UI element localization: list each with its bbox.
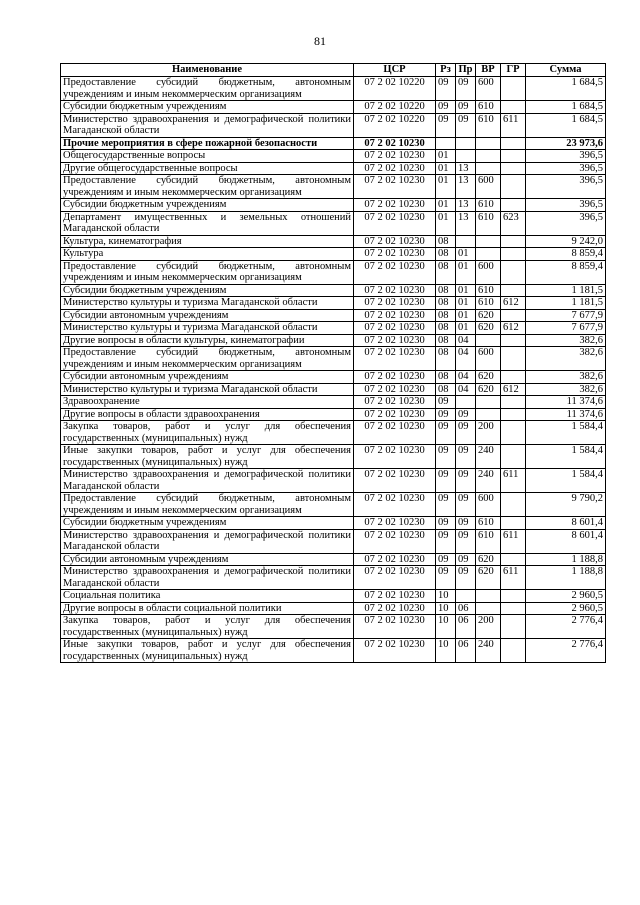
page-number: 81	[314, 34, 326, 48]
row-gr	[501, 421, 526, 445]
row-gr	[501, 175, 526, 199]
row-pr	[456, 150, 476, 163]
row-gr	[501, 248, 526, 261]
row-rz: 09	[436, 101, 456, 114]
row-name: Предоставление субсидий бюджетным, автономным учреждениям и иным некоммерческим организациям	[61, 260, 354, 284]
row-sum: 1 584,4	[526, 445, 606, 469]
row-rz: 09	[436, 113, 456, 137]
table-row	[61, 493, 606, 517]
row-sum: 7 677,9	[526, 309, 606, 322]
row-vr: 240	[476, 445, 501, 469]
table-row	[61, 150, 606, 163]
row-sum: 1 181,5	[526, 297, 606, 310]
row-vr: 610	[476, 211, 501, 235]
row-rz: 09	[436, 77, 456, 101]
row-csr: 07 2 02 10230	[354, 284, 436, 297]
row-gr: 612	[501, 383, 526, 396]
row-vr: 600	[476, 77, 501, 101]
row-rz: 08	[436, 383, 456, 396]
row-sum: 23 973,6	[526, 137, 606, 150]
row-name: Иные закупки товаров, работ и услуг для обеспечения государственных (муниципальных) нужд	[61, 445, 354, 469]
row-vr	[476, 602, 501, 615]
row-pr: 09	[456, 113, 476, 137]
table-row	[61, 421, 606, 445]
row-gr	[501, 101, 526, 114]
row-gr	[501, 150, 526, 163]
row-csr: 07 2 02 10230	[354, 396, 436, 409]
row-sum: 1 181,5	[526, 284, 606, 297]
row-name: Субсидии автономным учреждениям	[61, 553, 354, 566]
row-sum: 1 684,5	[526, 77, 606, 101]
row-rz: 08	[436, 334, 456, 347]
row-sum: 1 188,8	[526, 566, 606, 590]
row-rz: 09	[436, 553, 456, 566]
row-gr	[501, 137, 526, 150]
row-csr: 07 2 02 10230	[354, 248, 436, 261]
row-rz: 09	[436, 445, 456, 469]
row-csr: 07 2 02 10230	[354, 383, 436, 396]
row-pr	[456, 590, 476, 603]
row-rz: 09	[436, 493, 456, 517]
row-csr: 07 2 02 10230	[354, 334, 436, 347]
row-csr: 07 2 02 10230	[354, 162, 436, 175]
table-row	[61, 639, 606, 663]
table-row	[61, 235, 606, 248]
row-csr: 07 2 02 10230	[354, 347, 436, 371]
row-sum: 11 374,6	[526, 396, 606, 409]
row-pr: 04	[456, 371, 476, 384]
row-name: Предоставление субсидий бюджетным, автономным учреждениям и иным некоммерческим организациям	[61, 175, 354, 199]
row-sum: 2 776,4	[526, 639, 606, 663]
row-name: Прочие мероприятия в сфере пожарной безопасности	[61, 137, 354, 150]
row-rz: 01	[436, 199, 456, 212]
row-vr	[476, 334, 501, 347]
row-pr: 13	[456, 211, 476, 235]
row-name: Министерство культуры и туризма Магаданской области	[61, 383, 354, 396]
row-vr	[476, 248, 501, 261]
row-csr: 07 2 02 10230	[354, 211, 436, 235]
row-rz: 09	[436, 469, 456, 493]
row-name: Министерство культуры и туризма Магаданской области	[61, 297, 354, 310]
row-vr: 620	[476, 566, 501, 590]
table-row	[61, 101, 606, 114]
table-row	[61, 137, 606, 150]
row-csr: 07 2 02 10230	[354, 553, 436, 566]
row-name: Субсидии бюджетным учреждениям	[61, 199, 354, 212]
row-sum: 9 790,2	[526, 493, 606, 517]
table-row	[61, 175, 606, 199]
row-gr	[501, 334, 526, 347]
row-name: Субсидии бюджетным учреждениям	[61, 284, 354, 297]
row-rz: 01	[436, 175, 456, 199]
row-csr: 07 2 02 10230	[354, 408, 436, 421]
row-name: Другие общегосударственные вопросы	[61, 162, 354, 175]
row-gr	[501, 347, 526, 371]
row-rz: 01	[436, 150, 456, 163]
row-vr: 610	[476, 297, 501, 310]
row-rz: 09	[436, 396, 456, 409]
row-gr: 611	[501, 469, 526, 493]
table-row	[61, 199, 606, 212]
row-pr: 01	[456, 297, 476, 310]
row-pr	[456, 396, 476, 409]
row-name: Субсидии бюджетным учреждениям	[61, 517, 354, 530]
row-pr: 13	[456, 175, 476, 199]
row-pr: 04	[456, 334, 476, 347]
table-row	[61, 322, 606, 335]
row-gr	[501, 235, 526, 248]
row-vr: 610	[476, 284, 501, 297]
row-name: Министерство здравоохранения и демографической политики Магаданской области	[61, 566, 354, 590]
table-row	[61, 284, 606, 297]
row-name: Субсидии бюджетным учреждениям	[61, 101, 354, 114]
row-name: Департамент имущественных и земельных отношений Магаданской области	[61, 211, 354, 235]
budget-table	[60, 63, 606, 663]
row-rz: 08	[436, 248, 456, 261]
header-name: Наименование	[61, 64, 354, 77]
table-row	[61, 211, 606, 235]
row-pr: 06	[456, 639, 476, 663]
row-csr: 07 2 02 10230	[354, 469, 436, 493]
table-row	[61, 347, 606, 371]
row-gr	[501, 309, 526, 322]
header-vr: ВР	[476, 64, 501, 77]
row-gr: 623	[501, 211, 526, 235]
row-csr: 07 2 02 10230	[354, 566, 436, 590]
row-csr: 07 2 02 10230	[354, 615, 436, 639]
row-name: Субсидии автономным учреждениям	[61, 371, 354, 384]
row-csr: 07 2 02 10230	[354, 175, 436, 199]
row-name: Другие вопросы в области социальной политики	[61, 602, 354, 615]
header-gr: ГР	[501, 64, 526, 77]
row-gr: 612	[501, 297, 526, 310]
row-vr: 240	[476, 469, 501, 493]
row-gr	[501, 408, 526, 421]
row-csr: 07 2 02 10230	[354, 529, 436, 553]
header-csr: ЦСР	[354, 64, 436, 77]
row-gr	[501, 371, 526, 384]
row-gr	[501, 517, 526, 530]
row-sum: 396,5	[526, 199, 606, 212]
table-row	[61, 77, 606, 101]
row-vr: 610	[476, 529, 501, 553]
table-row	[61, 590, 606, 603]
row-pr: 09	[456, 553, 476, 566]
row-vr: 610	[476, 101, 501, 114]
row-sum: 1 188,8	[526, 553, 606, 566]
row-vr: 600	[476, 493, 501, 517]
row-vr	[476, 590, 501, 603]
row-vr: 600	[476, 260, 501, 284]
row-name: Министерство здравоохранения и демографической политики Магаданской области	[61, 113, 354, 137]
table-row	[61, 566, 606, 590]
row-sum: 7 677,9	[526, 322, 606, 335]
table-row	[61, 371, 606, 384]
row-pr: 09	[456, 421, 476, 445]
row-sum: 1 684,5	[526, 113, 606, 137]
row-vr: 610	[476, 199, 501, 212]
row-sum: 8 601,4	[526, 529, 606, 553]
row-pr: 04	[456, 383, 476, 396]
row-gr	[501, 199, 526, 212]
row-sum: 396,5	[526, 211, 606, 235]
row-gr	[501, 590, 526, 603]
row-pr: 09	[456, 408, 476, 421]
row-name: Другие вопросы в области культуры, кинематографии	[61, 334, 354, 347]
row-pr: 04	[456, 347, 476, 371]
row-csr: 07 2 02 10230	[354, 322, 436, 335]
row-vr: 620	[476, 371, 501, 384]
row-vr: 200	[476, 615, 501, 639]
row-sum: 382,6	[526, 334, 606, 347]
row-csr: 07 2 02 10220	[354, 113, 436, 137]
row-gr: 611	[501, 529, 526, 553]
table-row	[61, 469, 606, 493]
row-vr: 620	[476, 309, 501, 322]
row-vr: 610	[476, 517, 501, 530]
row-vr	[476, 137, 501, 150]
row-vr: 620	[476, 553, 501, 566]
row-sum: 382,6	[526, 371, 606, 384]
row-pr: 09	[456, 566, 476, 590]
table-body	[61, 77, 606, 663]
row-name: Здравоохранение	[61, 396, 354, 409]
table-row	[61, 553, 606, 566]
header-rz: Рз	[436, 64, 456, 77]
row-pr	[456, 235, 476, 248]
row-sum: 396,5	[526, 162, 606, 175]
row-vr: 600	[476, 347, 501, 371]
row-sum: 8 859,4	[526, 260, 606, 284]
row-pr: 09	[456, 77, 476, 101]
row-gr	[501, 615, 526, 639]
row-csr: 07 2 02 10230	[354, 199, 436, 212]
row-csr: 07 2 02 10230	[354, 260, 436, 284]
row-pr: 09	[456, 517, 476, 530]
row-sum: 1 684,5	[526, 101, 606, 114]
row-csr: 07 2 02 10220	[354, 101, 436, 114]
row-sum: 396,5	[526, 150, 606, 163]
row-sum: 1 584,4	[526, 469, 606, 493]
row-sum: 8 859,4	[526, 248, 606, 261]
row-name: Закупка товаров, работ и услуг для обеспечения государственных (муниципальных) нужд	[61, 421, 354, 445]
row-pr: 09	[456, 445, 476, 469]
row-gr	[501, 639, 526, 663]
table-row	[61, 529, 606, 553]
row-csr: 07 2 02 10230	[354, 371, 436, 384]
row-rz: 09	[436, 421, 456, 445]
row-csr: 07 2 02 10230	[354, 590, 436, 603]
row-gr	[501, 553, 526, 566]
row-rz: 10	[436, 590, 456, 603]
row-pr: 01	[456, 322, 476, 335]
row-name: Предоставление субсидий бюджетным, автономным учреждениям и иным некоммерческим организациям	[61, 493, 354, 517]
row-csr: 07 2 02 10220	[354, 77, 436, 101]
row-rz: 08	[436, 235, 456, 248]
row-rz: 08	[436, 297, 456, 310]
table-row	[61, 408, 606, 421]
header-pr: Пр	[456, 64, 476, 77]
row-vr: 610	[476, 113, 501, 137]
row-gr	[501, 284, 526, 297]
row-name: Иные закупки товаров, работ и услуг для обеспечения государственных (муниципальных) нужд	[61, 639, 354, 663]
row-csr: 07 2 02 10230	[354, 150, 436, 163]
row-rz: 09	[436, 517, 456, 530]
row-pr: 01	[456, 284, 476, 297]
row-csr: 07 2 02 10230	[354, 602, 436, 615]
row-pr: 09	[456, 493, 476, 517]
row-pr: 06	[456, 615, 476, 639]
row-gr	[501, 602, 526, 615]
row-sum: 396,5	[526, 175, 606, 199]
row-rz: 09	[436, 408, 456, 421]
table-row	[61, 334, 606, 347]
row-vr	[476, 150, 501, 163]
row-rz: 08	[436, 347, 456, 371]
table-row	[61, 396, 606, 409]
table-row	[61, 602, 606, 615]
row-name: Другие вопросы в области здравоохранения	[61, 408, 354, 421]
row-gr	[501, 77, 526, 101]
row-csr: 07 2 02 10230	[354, 297, 436, 310]
row-vr: 620	[476, 322, 501, 335]
row-csr: 07 2 02 10230	[354, 639, 436, 663]
row-pr: 09	[456, 101, 476, 114]
row-name: Закупка товаров, работ и услуг для обеспечения государственных (муниципальных) нужд	[61, 615, 354, 639]
row-sum: 11 374,6	[526, 408, 606, 421]
table-row	[61, 162, 606, 175]
row-name: Министерство здравоохранения и демографической политики Магаданской области	[61, 469, 354, 493]
row-csr: 07 2 02 10230	[354, 517, 436, 530]
row-vr: 240	[476, 639, 501, 663]
row-sum: 1 584,4	[526, 421, 606, 445]
table-row	[61, 445, 606, 469]
row-rz: 01	[436, 162, 456, 175]
row-csr: 07 2 02 10230	[354, 137, 436, 150]
table-row	[61, 260, 606, 284]
table-row	[61, 517, 606, 530]
row-vr	[476, 408, 501, 421]
table-row	[61, 615, 606, 639]
row-rz	[436, 137, 456, 150]
row-rz: 08	[436, 371, 456, 384]
row-name: Министерство здравоохранения и демографической политики Магаданской области	[61, 529, 354, 553]
row-vr	[476, 396, 501, 409]
row-name: Культура, кинематография	[61, 235, 354, 248]
row-pr: 01	[456, 248, 476, 261]
row-sum: 2 960,5	[526, 590, 606, 603]
row-pr: 13	[456, 162, 476, 175]
row-vr: 200	[476, 421, 501, 445]
row-gr	[501, 162, 526, 175]
row-pr: 06	[456, 602, 476, 615]
table-header-row	[61, 64, 606, 77]
row-rz: 10	[436, 615, 456, 639]
row-csr: 07 2 02 10230	[354, 235, 436, 248]
row-vr: 620	[476, 383, 501, 396]
row-name: Субсидии автономным учреждениям	[61, 309, 354, 322]
row-sum: 382,6	[526, 347, 606, 371]
row-vr: 600	[476, 175, 501, 199]
table-row	[61, 248, 606, 261]
row-name: Предоставление субсидий бюджетным, автономным учреждениям и иным некоммерческим организациям	[61, 347, 354, 371]
row-vr	[476, 235, 501, 248]
row-rz: 10	[436, 602, 456, 615]
row-csr: 07 2 02 10230	[354, 421, 436, 445]
row-gr	[501, 493, 526, 517]
row-gr	[501, 445, 526, 469]
row-vr	[476, 162, 501, 175]
row-rz: 08	[436, 284, 456, 297]
row-rz: 09	[436, 566, 456, 590]
row-gr	[501, 396, 526, 409]
table-row	[61, 383, 606, 396]
row-pr: 13	[456, 199, 476, 212]
row-rz: 09	[436, 529, 456, 553]
row-name: Предоставление субсидий бюджетным, автономным учреждениям и иным некоммерческим организациям	[61, 77, 354, 101]
row-rz: 10	[436, 639, 456, 663]
row-sum: 2 776,4	[526, 615, 606, 639]
row-pr: 01	[456, 309, 476, 322]
header-sum: Сумма	[526, 64, 606, 77]
table-row	[61, 309, 606, 322]
row-pr: 01	[456, 260, 476, 284]
row-gr	[501, 260, 526, 284]
row-name: Общегосударственные вопросы	[61, 150, 354, 163]
row-rz: 08	[436, 322, 456, 335]
row-rz: 08	[436, 260, 456, 284]
table-row	[61, 113, 606, 137]
row-rz: 08	[436, 309, 456, 322]
row-pr	[456, 137, 476, 150]
row-sum: 9 242,0	[526, 235, 606, 248]
row-csr: 07 2 02 10230	[354, 445, 436, 469]
table-row	[61, 297, 606, 310]
row-name: Социальная политика	[61, 590, 354, 603]
row-gr: 611	[501, 113, 526, 137]
row-pr: 09	[456, 529, 476, 553]
row-gr: 611	[501, 566, 526, 590]
row-name: Культура	[61, 248, 354, 261]
row-sum: 8 601,4	[526, 517, 606, 530]
row-csr: 07 2 02 10230	[354, 493, 436, 517]
row-gr: 612	[501, 322, 526, 335]
row-sum: 2 960,5	[526, 602, 606, 615]
row-csr: 07 2 02 10230	[354, 309, 436, 322]
row-pr: 09	[456, 469, 476, 493]
row-sum: 382,6	[526, 383, 606, 396]
row-rz: 01	[436, 211, 456, 235]
row-name: Министерство культуры и туризма Магаданской области	[61, 322, 354, 335]
